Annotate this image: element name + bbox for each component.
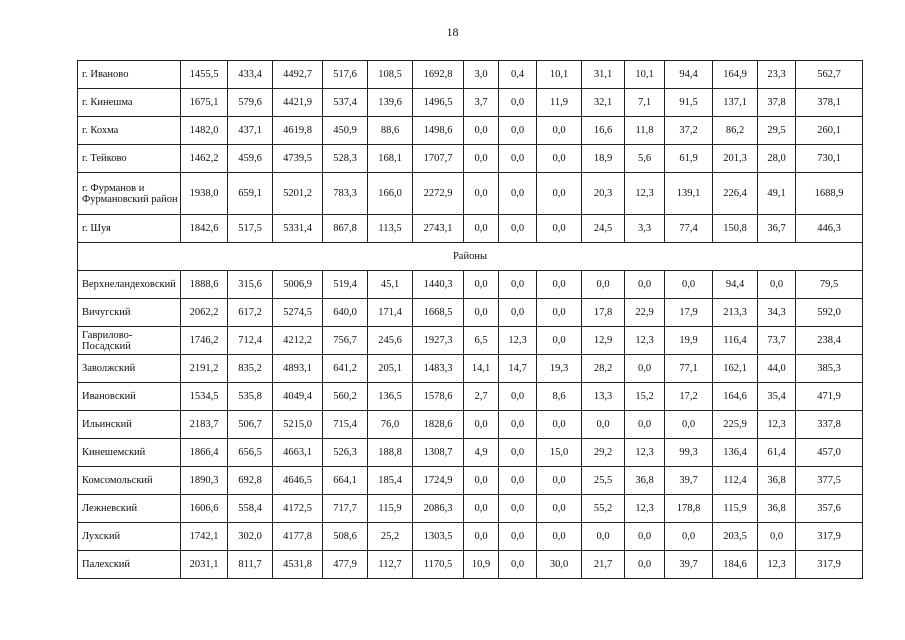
table-cell: 2062,2 [181,299,228,327]
table-cell: 450,9 [323,117,368,145]
table-cell: 560,2 [323,383,368,411]
table-cell: 18,9 [582,145,625,173]
table-cell: 1498,6 [413,117,464,145]
table-cell: 91,5 [665,89,713,117]
table-cell: 10,1 [625,61,665,89]
table-cell: 0,0 [537,467,582,495]
table-cell: 0,0 [758,523,796,551]
table-cell: 0,0 [625,551,665,579]
table-cell: 0,0 [665,411,713,439]
table-cell: 0,0 [625,411,665,439]
table-row [78,355,863,383]
section-row-group [78,243,863,271]
table-cell: 377,5 [796,467,863,495]
table-cell: 86,2 [713,117,758,145]
table-cell: 115,9 [713,495,758,523]
table-cell: 168,1 [368,145,413,173]
table-cell: 136,4 [713,439,758,467]
table-cell: 692,8 [228,467,273,495]
table-cell: 0,0 [499,411,537,439]
table-cell: 260,1 [796,117,863,145]
table-cell: 19,9 [665,327,713,355]
table-cell: 44,0 [758,355,796,383]
row-name: Лухский [78,523,181,551]
table-cell: 171,4 [368,299,413,327]
table-cell: 385,3 [796,355,863,383]
table-cell: 6,5 [464,327,499,355]
table-cell: 730,1 [796,145,863,173]
table-cell: 49,1 [758,173,796,215]
table-cell: 76,0 [368,411,413,439]
table-cell: 166,0 [368,173,413,215]
table-cell: 24,5 [582,215,625,243]
table-cell: 0,0 [582,271,625,299]
table-cell: 1724,9 [413,467,464,495]
table-cell: 0,0 [499,467,537,495]
table-cell: 1496,5 [413,89,464,117]
table-cell: 3,3 [625,215,665,243]
table-cell: 5006,9 [273,271,323,299]
table-cell: 115,9 [368,495,413,523]
table-cell: 0,0 [665,523,713,551]
table-cell: 12,3 [625,173,665,215]
table-cell: 13,3 [582,383,625,411]
table-cell: 1303,5 [413,523,464,551]
table-cell: 21,7 [582,551,625,579]
districts-group [78,271,863,579]
table-cell: 22,9 [625,299,665,327]
cities-group [78,61,863,243]
table-cell: 7,1 [625,89,665,117]
table-cell: 756,7 [323,327,368,355]
table-cell: 477,9 [323,551,368,579]
table-cell: 1890,3 [181,467,228,495]
table-cell: 0,0 [537,299,582,327]
table-cell: 1482,0 [181,117,228,145]
table-cell: 526,3 [323,439,368,467]
table-cell: 0,0 [464,173,499,215]
table-cell: 0,0 [499,383,537,411]
row-name: Комсомольский [78,467,181,495]
table-cell: 0,0 [537,523,582,551]
table-cell: 238,4 [796,327,863,355]
table-cell: 45,1 [368,271,413,299]
table-cell: 528,3 [323,145,368,173]
row-name: Верхнеландеховский [78,271,181,299]
table-cell: 0,0 [537,327,582,355]
table-cell: 79,5 [796,271,863,299]
table-cell: 5215,0 [273,411,323,439]
table-cell: 0,0 [499,495,537,523]
table-cell: 136,5 [368,383,413,411]
table-cell: 537,4 [323,89,368,117]
table-cell: 4646,5 [273,467,323,495]
table-cell: 519,4 [323,271,368,299]
table-cell: 39,7 [665,551,713,579]
table-row [78,271,863,299]
table-cell: 2086,3 [413,495,464,523]
table-cell: 23,3 [758,61,796,89]
row-name: Заволжский [78,355,181,383]
table-cell: 3,7 [464,89,499,117]
table-cell: 162,1 [713,355,758,383]
table-cell: 4049,4 [273,383,323,411]
table-cell: 783,3 [323,173,368,215]
table-cell: 337,8 [796,411,863,439]
table-cell: 446,3 [796,215,863,243]
table-cell: 17,9 [665,299,713,327]
table-cell: 0,0 [464,117,499,145]
table-cell: 1938,0 [181,173,228,215]
table-cell: 11,8 [625,117,665,145]
table-cell: 0,0 [499,215,537,243]
table-cell: 113,5 [368,215,413,243]
table-cell: 0,0 [537,145,582,173]
table-cell: 0,0 [499,523,537,551]
table-cell: 0,0 [625,271,665,299]
table-cell: 36,8 [625,467,665,495]
table-row [78,411,863,439]
table-cell: 1578,6 [413,383,464,411]
table-cell: 15,2 [625,383,665,411]
table-cell: 617,2 [228,299,273,327]
table-cell: 36,8 [758,495,796,523]
section-title: Районы [78,243,863,271]
table-cell: 203,5 [713,523,758,551]
table-cell: 4619,8 [273,117,323,145]
table-cell: 1866,4 [181,439,228,467]
table-cell: 2272,9 [413,173,464,215]
table-cell: 1842,6 [181,215,228,243]
table-cell: 867,8 [323,215,368,243]
table-cell: 0,0 [464,495,499,523]
table-cell: 0,0 [537,117,582,145]
table-cell: 25,2 [368,523,413,551]
table-cell: 55,2 [582,495,625,523]
table-cell: 14,7 [499,355,537,383]
table-cell: 717,7 [323,495,368,523]
row-name: г. Кинешма [78,89,181,117]
table-cell: 4177,8 [273,523,323,551]
row-name: Ивановский [78,383,181,411]
table-cell: 245,6 [368,327,413,355]
table-cell: 517,6 [323,61,368,89]
table-row [78,383,863,411]
table-cell: 4893,1 [273,355,323,383]
table-cell: 77,1 [665,355,713,383]
table-cell: 2191,2 [181,355,228,383]
table-cell: 579,6 [228,89,273,117]
table-cell: 0,0 [464,145,499,173]
table-cell: 188,8 [368,439,413,467]
table-cell: 12,3 [499,327,537,355]
table-cell: 0,0 [499,551,537,579]
table-cell: 20,3 [582,173,625,215]
statistics-table [77,60,863,579]
table-cell: 12,3 [758,411,796,439]
table-cell: 317,9 [796,523,863,551]
table-cell: 4172,5 [273,495,323,523]
table-cell: 226,4 [713,173,758,215]
table-cell: 0,0 [537,173,582,215]
table-row [78,61,863,89]
table-cell: 0,0 [464,467,499,495]
table-cell: 4,9 [464,439,499,467]
table-cell: 1707,7 [413,145,464,173]
row-name: г. Тейково [78,145,181,173]
table-cell: 10,1 [537,61,582,89]
table-cell: 0,0 [582,411,625,439]
table-row [78,439,863,467]
table-cell: 185,4 [368,467,413,495]
table-cell: 0,0 [582,523,625,551]
table-cell: 112,4 [713,467,758,495]
table-cell: 535,8 [228,383,273,411]
table-cell: 61,9 [665,145,713,173]
table-cell: 302,0 [228,523,273,551]
table-cell: 112,7 [368,551,413,579]
table-cell: 12,3 [625,495,665,523]
table-cell: 1927,3 [413,327,464,355]
table-cell: 73,7 [758,327,796,355]
table-cell: 61,4 [758,439,796,467]
row-name: Лежневский [78,495,181,523]
table-cell: 4663,1 [273,439,323,467]
table-row [78,173,863,215]
table-cell: 0,0 [499,89,537,117]
table-cell: 14,1 [464,355,499,383]
table-cell: 1483,3 [413,355,464,383]
table-cell: 28,0 [758,145,796,173]
table-cell: 1746,2 [181,327,228,355]
table-cell: 77,4 [665,215,713,243]
table-cell: 715,4 [323,411,368,439]
table-cell: 225,9 [713,411,758,439]
row-name: Ильинский [78,411,181,439]
table-cell: 5331,4 [273,215,323,243]
table-cell: 1692,8 [413,61,464,89]
table-cell: 12,3 [625,439,665,467]
table-cell: 0,0 [499,439,537,467]
table-cell: 835,2 [228,355,273,383]
table-cell: 1606,6 [181,495,228,523]
table-cell: 37,2 [665,117,713,145]
table-cell: 15,0 [537,439,582,467]
table-row [78,495,863,523]
table-cell: 16,6 [582,117,625,145]
table-cell: 659,1 [228,173,273,215]
table-cell: 508,6 [323,523,368,551]
table-cell: 30,0 [537,551,582,579]
table-cell: 317,9 [796,551,863,579]
table-cell: 457,0 [796,439,863,467]
table-cell: 10,9 [464,551,499,579]
table-cell: 150,8 [713,215,758,243]
table-cell: 201,3 [713,145,758,173]
table-cell: 139,1 [665,173,713,215]
table-cell: 164,6 [713,383,758,411]
table-cell: 712,4 [228,327,273,355]
table-cell: 0,0 [499,173,537,215]
table-cell: 1462,2 [181,145,228,173]
table-cell: 2031,1 [181,551,228,579]
table-cell: 2743,1 [413,215,464,243]
table-cell: 1675,1 [181,89,228,117]
table-cell: 433,4 [228,61,273,89]
table-cell: 664,1 [323,467,368,495]
table-cell: 88,6 [368,117,413,145]
table-cell: 139,6 [368,89,413,117]
table-cell: 5274,5 [273,299,323,327]
table-cell: 116,4 [713,327,758,355]
table-cell: 0,0 [464,271,499,299]
table-cell: 4212,2 [273,327,323,355]
row-name: г. Иваново [78,61,181,89]
table-cell: 12,3 [625,327,665,355]
table-cell: 641,2 [323,355,368,383]
table-cell: 164,9 [713,61,758,89]
table-cell: 37,8 [758,89,796,117]
table-cell: 31,1 [582,61,625,89]
table-cell: 17,8 [582,299,625,327]
table-cell: 108,5 [368,61,413,89]
table-row [78,145,863,173]
table-cell: 1308,7 [413,439,464,467]
table-cell: 29,2 [582,439,625,467]
table-cell: 0,0 [499,299,537,327]
table-cell: 506,7 [228,411,273,439]
table-cell: 315,6 [228,271,273,299]
table-cell: 29,5 [758,117,796,145]
table-cell: 1688,9 [796,173,863,215]
table-cell: 656,5 [228,439,273,467]
table-cell: 32,1 [582,89,625,117]
table-cell: 36,8 [758,467,796,495]
table-cell: 0,0 [537,215,582,243]
table-cell: 1668,5 [413,299,464,327]
table-cell: 0,0 [758,271,796,299]
table-cell: 0,4 [499,61,537,89]
table-cell: 94,4 [665,61,713,89]
table-cell: 35,4 [758,383,796,411]
table-cell: 11,9 [537,89,582,117]
row-name: Палехский [78,551,181,579]
table-cell: 2183,7 [181,411,228,439]
table-cell: 640,0 [323,299,368,327]
table-cell: 94,4 [713,271,758,299]
table-cell: 19,3 [537,355,582,383]
table-cell: 0,0 [499,117,537,145]
table-cell: 437,1 [228,117,273,145]
table-cell: 517,5 [228,215,273,243]
table-cell: 4739,5 [273,145,323,173]
table-cell: 592,0 [796,299,863,327]
table-cell: 12,3 [758,551,796,579]
table-cell: 17,2 [665,383,713,411]
page-number: 18 [446,25,459,39]
table-cell: 1534,5 [181,383,228,411]
table-cell: 0,0 [537,411,582,439]
table-cell: 178,8 [665,495,713,523]
table-cell: 137,1 [713,89,758,117]
table-cell: 0,0 [665,271,713,299]
table-cell: 8,6 [537,383,582,411]
table-cell: 0,0 [464,411,499,439]
table-row [78,327,863,355]
table-row [78,551,863,579]
table-cell: 0,0 [464,523,499,551]
table-row [78,117,863,145]
row-name: г. Шуя [78,215,181,243]
table-cell: 184,6 [713,551,758,579]
table-cell: 1742,1 [181,523,228,551]
table-cell: 5,6 [625,145,665,173]
table-cell: 0,0 [499,145,537,173]
row-name: Гаврилово-Посадский [78,327,181,355]
table-cell: 562,7 [796,61,863,89]
table-row [78,215,863,243]
table-cell: 1170,5 [413,551,464,579]
table-cell: 1440,3 [413,271,464,299]
table-cell: 0,0 [625,523,665,551]
table-cell: 378,1 [796,89,863,117]
table-cell: 4492,7 [273,61,323,89]
table-cell: 28,2 [582,355,625,383]
table-cell: 0,0 [537,495,582,523]
table-cell: 459,6 [228,145,273,173]
table-cell: 205,1 [368,355,413,383]
table-cell: 0,0 [537,271,582,299]
table-cell: 1888,6 [181,271,228,299]
row-name: г. Кохма [78,117,181,145]
table-row [78,467,863,495]
table-cell: 25,5 [582,467,625,495]
table-cell: 36,7 [758,215,796,243]
table-cell: 34,3 [758,299,796,327]
table-cell: 5201,2 [273,173,323,215]
table-cell: 811,7 [228,551,273,579]
table-cell: 4421,9 [273,89,323,117]
table-cell: 0,0 [499,271,537,299]
table-cell: 39,7 [665,467,713,495]
table-row [78,523,863,551]
table-cell: 99,3 [665,439,713,467]
table-cell: 213,3 [713,299,758,327]
table-cell: 357,6 [796,495,863,523]
table-row [78,299,863,327]
table-row [78,89,863,117]
row-name: Вичугский [78,299,181,327]
table-cell: 0,0 [464,299,499,327]
row-name: г. Фурманов и Фурмановский район [78,173,181,215]
row-name: Кинешемский [78,439,181,467]
table-cell: 0,0 [464,215,499,243]
table-cell: 12,9 [582,327,625,355]
table-cell: 1828,6 [413,411,464,439]
table-cell: 471,9 [796,383,863,411]
table-cell: 4531,8 [273,551,323,579]
table-cell: 558,4 [228,495,273,523]
table-cell: 1455,5 [181,61,228,89]
table-cell: 0,0 [625,355,665,383]
table-cell: 2,7 [464,383,499,411]
table-cell: 3,0 [464,61,499,89]
